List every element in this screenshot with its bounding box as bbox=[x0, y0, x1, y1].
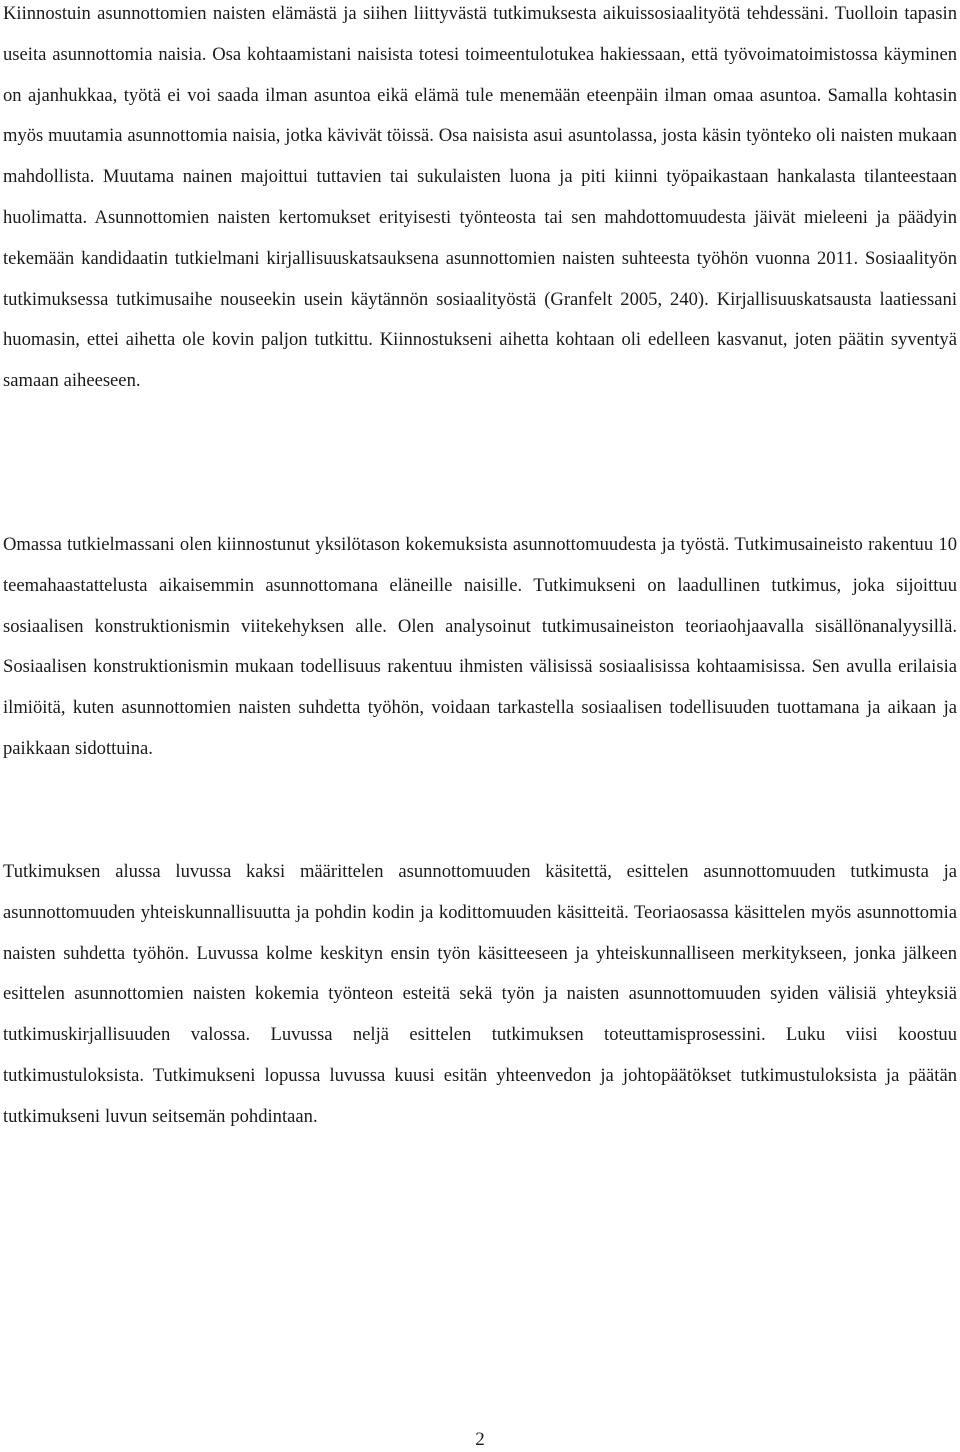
page-number: 2 bbox=[475, 1429, 485, 1450]
body-paragraph-research-design: Omassa tutkielmassani olen kiinnostunut yksilötason kokemuksista asunnottomuudesta ja työstä. Tutkimusaineisto rakentuu 10 teemahaastattelusta aikaisemmin asunnottomana eläneille naisille. Tutkimukseni on laadullinen tutkimus, joka sijoittuu sosiaalisen konstruktionismin viitekehyksen alle. Olen analysoinut tutkimusaineiston teoriaohjaavalla sisällönanalyysillä. Sosiaalisen konstruktionismin mukaan todellisuus rakentuu ihmisten välisissä sosiaalisissa kohtaamisissa. Sen avulla erilaisia ilmiöitä, kuten asunnottomien naisten suhdetta työhön, voidaan tarkastella sosiaalisen todellisuuden tuottamana ja aikaan ja paikkaan sidottuina. bbox=[3, 534, 957, 759]
body-paragraph-structure-overview: Tutkimuksen alussa luvussa kaksi määrittelen asunnottomuuden käsitettä, esittelen asunnottomuuden tutkimusta ja asunnottomuuden yhteiskunnallisuutta ja pohdin kodin ja kodittomuuden käsitteitä. Teoriaosassa käsittelen myös asunnottomia naisten suhdetta työhön. Luvussa kolme keskityn ensin työn käsitteeseen ja yhteiskunnalliseen merkitykseen, jonka jälkeen esittelen asunnottomien naisten kokemia työnteon esteitä sekä työn ja naisten asunnottomuuden syiden välisiä yhteyksiä tutkimuskirjallisuuden valossa. Luvussa neljä esittelen tutkimuksen toteuttamisprosessini. Luku viisi koostuu tutkimustuloksista. Tutkimukseni lopussa luvussa kuusi esitän yhteenvedon ja johtopäätökset tutkimustuloksista ja päätän tutkimukseni luvun seitsemän pohdintaan. bbox=[3, 861, 957, 1127]
body-paragraph-motivation: Kiinnostuin asunnottomien naisten elämästä ja siihen liittyvästä tutkimuksesta aikuissosiaalityötä tehdessäni. Tuolloin tapasin useita asunnottomia naisia. Osa kohtaamistani naisista totesi toimeentulotukea hakiessaan, että työvoimatoimistossa käyminen on ajanhukkaa, työtä ei voi saada ilman asuntoa eikä elämä tule menemään eteenpäin ilman omaa asuntoa. Samalla kohtasin myös muutamia asunnottomia naisia, jotka kävivät töissä. Osa naisista asui asuntolassa, josta käsin työnteko oli naisten mukaan mahdollista. Muutama nainen majoittui tuttavien tai sukulaisten luona ja piti kiinni työpaikastaan hankalasta tilanteestaan huolimatta. Asunnottomien naisten kertomukset erityisesti työnteosta tai sen mahdottomuudesta jäivät mieleeni ja päädyin tekemään kandidaatin tutkielmani kirjallisuuskatsauksena asunnottomien naisten suhteesta työhön vuonna 2011. Sosiaalityön tutkimuksessa tutkimusaihe nouseekin usein käytännön sosiaalityöstä (Granfelt 2005, 240). Kirjallisuuskatsausta laatiessani huomasin, ettei aihetta ole kovin paljon tutkittu. Kiinnostukseni aihetta kohtaan oli edelleen kasvanut, joten päätin syventyä samaan aiheeseen. bbox=[3, 3, 957, 392]
